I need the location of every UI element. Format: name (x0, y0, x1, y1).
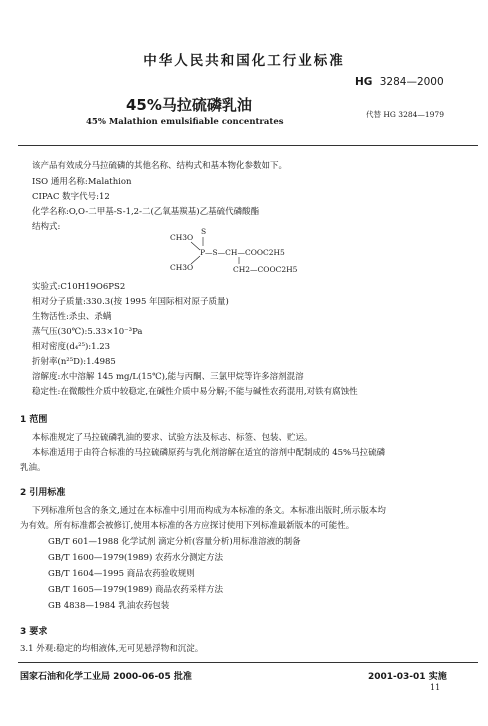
standard-code (355, 76, 444, 88)
reference-item: GB/T 1600—1979(1989) 农药水分测定方法 (48, 553, 224, 563)
paragraph: 乳油。 (20, 463, 46, 473)
paragraph: 本标准规定了马拉硫磷乳油的要求、试验方法及标志、标签、包装、贮运。 (32, 433, 313, 443)
intro-line: CIPAC 数字代号:12 (32, 192, 110, 202)
reference-item: GB/T 1604—1995 商品农药验收规则 (48, 569, 195, 579)
property-line: 生物活性:杀虫、杀螨 (32, 312, 112, 322)
property-line: 稳定性:在微酸性介质中较稳定,在碱性介质中易分解;不能与碱性农药混用,对铁有腐蚀性 (32, 387, 358, 397)
formula-bottom-left: CH3O (170, 263, 194, 272)
standard-number: 3284—2000 (379, 76, 444, 88)
approval-date: 国家石油和化学工业局 2000-06-05 批准 (20, 672, 192, 682)
reference-item: GB/T 1605—1979(1989) 商品农药采样方法 (48, 585, 224, 595)
formula-bottom-right: CH2—COOC2H5 (233, 265, 298, 274)
property-line: 溶解度:水中溶解 145 mg/L(15℃),能与丙酮、三氯甲烷等许多溶剂混溶 (32, 372, 304, 382)
page-number: 11 (430, 683, 441, 692)
document-title: 45%马拉硫磷乳油 (126, 96, 252, 114)
paragraph: 3.1 外观:稳定的均相液体,无可见悬浮物和沉淀。 (20, 644, 204, 654)
paragraph: 下列标准所包含的条文,通过在本标准中引用而构成为本标准的条文。本标准出版时,所示版本均 (32, 506, 386, 516)
paragraph: 本标准适用于由符合标准的马拉硫磷原药与乳化剂溶解在适宜的溶剂中配制成的 45%马拉硫磷 (32, 448, 386, 458)
standard-prefix: HG (355, 76, 373, 88)
property-line: 相对分子质量:330.3(按 1995 年国际相对原子质量) (32, 297, 229, 307)
footer-rule (18, 662, 478, 663)
intro-line: 化学名称:O,O-二甲基-S-1,2-二(乙氧基羰基)乙基硫代磷酸酯 (32, 207, 260, 217)
formula-sulfur-top: S (201, 228, 207, 236)
property-line: 折射率(n²⁵D):1.4985 (32, 357, 116, 367)
intro-line: 该产品有效成分马拉硫磷的其他名称、结构式和基本物化参数如下。 (32, 161, 288, 171)
structural-formula (165, 228, 385, 274)
property-line: 蒸气压(30℃):5.33×10⁻³Pa (32, 327, 143, 337)
header-rule (18, 145, 478, 146)
standard-category-title: 中华人民共和国化工行业标准 (143, 53, 345, 69)
section-heading: 1 范围 (20, 415, 48, 425)
section-heading: 3 要求 (20, 627, 48, 637)
section-heading: 2 引用标准 (20, 488, 66, 498)
reference-item: GB 4838—1984 乳油农药包装 (48, 601, 170, 611)
intro-line: 结构式: (32, 222, 61, 232)
replaces-standard: 代替 HG 3284—1979 (366, 110, 444, 119)
reference-item: GB/T 601—1988 化学试剂 滴定分析(容量分析)用标准溶液的制备 (48, 537, 301, 547)
property-line: 相对密度(d₄²⁵):1.23 (32, 342, 111, 352)
paragraph: 为有效。所有标准都会被修订,使用本标准的各方应探讨使用下列标准最新版本的可能性。 (20, 521, 355, 531)
intro-line: ISO 通用名称:Malathion (32, 177, 132, 187)
formula-top-left: CH3O (170, 233, 194, 242)
implementation-date: 2001-03-01 实施 (368, 672, 447, 682)
formula-main-chain: P—S—CH—COOC2H5 (200, 248, 285, 257)
property-line: 实验式:C10H19O6PS2 (32, 282, 126, 292)
document-subtitle: 45% Malathion emulsifiable concentrates (86, 117, 284, 127)
